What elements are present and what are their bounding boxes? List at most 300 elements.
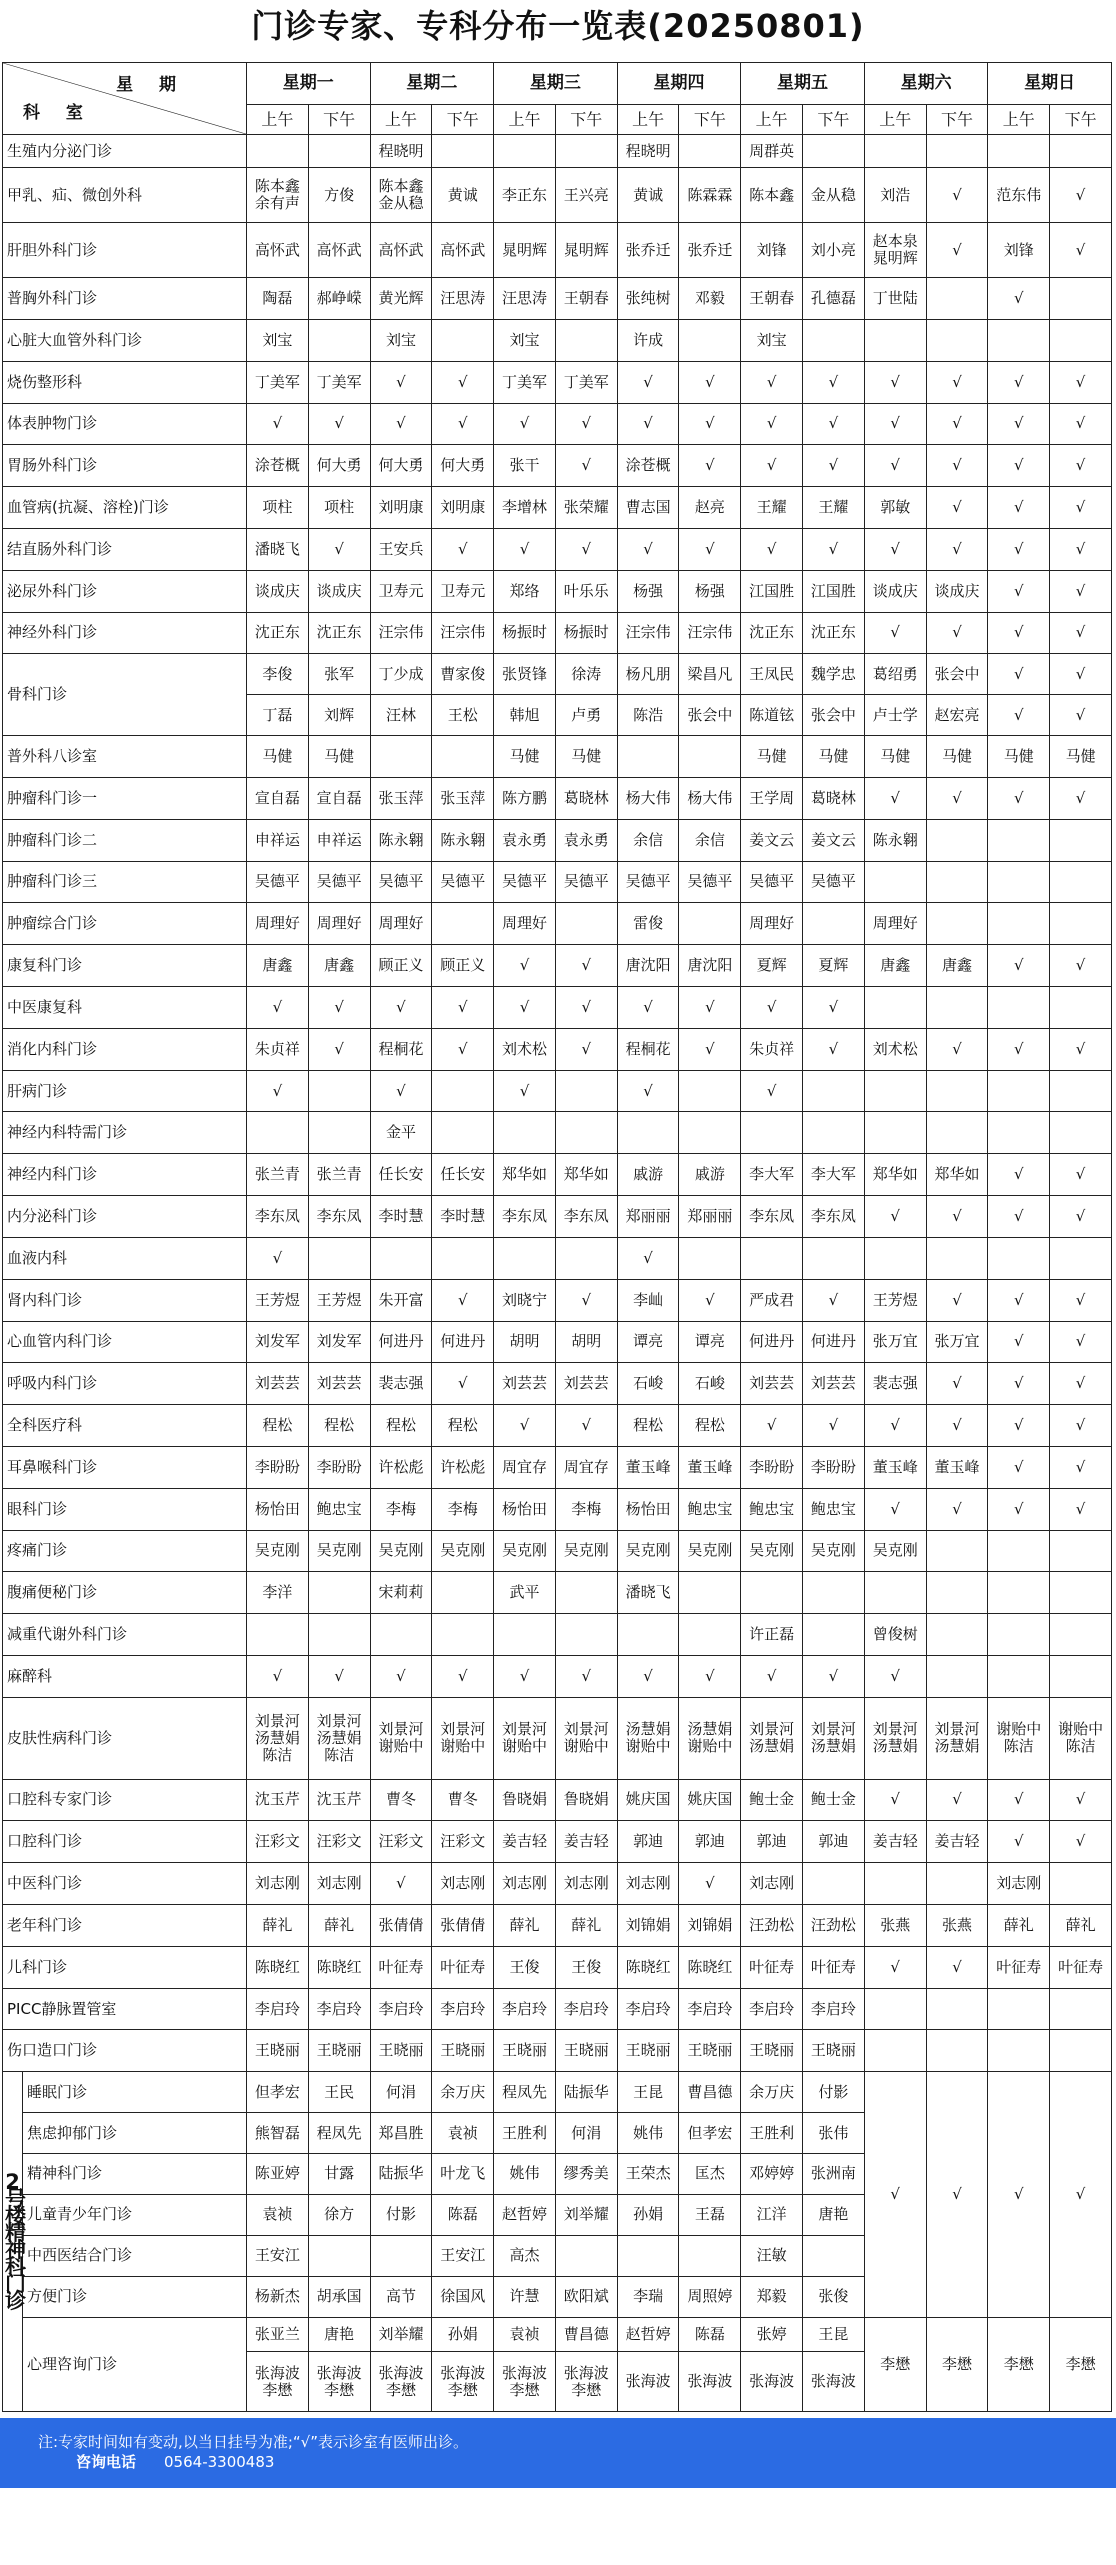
schedule-cell: 何进丹 (741, 1321, 803, 1363)
schedule-cell: √ (864, 361, 926, 403)
department-name: 神经外科门诊 (3, 612, 247, 654)
schedule-cell: √ (1050, 445, 1112, 487)
schedule-cell (1050, 1070, 1112, 1112)
schedule-cell: 唐鑫 (308, 945, 370, 987)
schedule-cell: 张会中 (803, 695, 865, 736)
schedule-cell: √ (926, 445, 988, 487)
schedule-cell (617, 736, 679, 778)
schedule-cell: √ (741, 1656, 803, 1698)
schedule-cell: 吴德平 (741, 861, 803, 903)
am-header: 上午 (617, 105, 679, 135)
schedule-cell: 沈玉芹 (308, 1779, 370, 1821)
schedule-cell: 汪林 (370, 695, 432, 736)
department-name: 伤口造口门诊 (3, 2030, 247, 2072)
department-name: 疼痛门诊 (3, 1530, 247, 1572)
schedule-cell: 汪宗伟 (617, 612, 679, 654)
schedule-cell: √ (247, 987, 309, 1029)
schedule-cell: √ (555, 1028, 617, 1070)
schedule-cell: 申祥运 (247, 819, 309, 861)
schedule-cell: √ (617, 403, 679, 445)
am-header: 上午 (247, 105, 309, 135)
schedule-cell: √ (555, 987, 617, 1029)
schedule-cell (926, 135, 988, 168)
schedule-cell: √ (308, 528, 370, 570)
schedule-cell: √ (617, 1237, 679, 1279)
schedule-cell (988, 319, 1050, 361)
schedule-cell: 任长安 (370, 1154, 432, 1196)
schedule-cell: 胡承国 (308, 2276, 370, 2317)
schedule-cell: √ (432, 1028, 494, 1070)
schedule-cell: 胡明 (555, 1321, 617, 1363)
schedule-cell: 谭亮 (617, 1321, 679, 1363)
table-row (3, 1028, 1112, 1070)
schedule-cell: √ (803, 1656, 865, 1698)
schedule-cell: 吴德平 (555, 861, 617, 903)
schedule-cell: 吴克刚 (370, 1530, 432, 1572)
schedule-cell (864, 1237, 926, 1279)
table-row (3, 570, 1112, 612)
schedule-cell (988, 1237, 1050, 1279)
schedule-cell (308, 1614, 370, 1656)
schedule-cell: 王磊 (679, 2194, 741, 2235)
schedule-cell: 何大勇 (370, 445, 432, 487)
schedule-cell: 马健 (864, 736, 926, 778)
schedule-cell: 陈晓红 (308, 1946, 370, 1988)
schedule-cell: 郝峥嵘 (308, 278, 370, 320)
schedule-cell: 程松 (247, 1405, 309, 1447)
schedule-cell: 李启玲 (741, 1988, 803, 2030)
schedule-cell: √ (988, 487, 1050, 529)
table-row (3, 2030, 1112, 2072)
side-label-char: 科 (5, 2254, 26, 2279)
schedule-cell (988, 1656, 1050, 1698)
schedule-cell (988, 819, 1050, 861)
schedule-cell: 张干 (494, 445, 556, 487)
schedule-cell (864, 1112, 926, 1154)
schedule-cell: 李懋 (988, 2317, 1050, 2411)
schedule-cell: 徐国风 (432, 2276, 494, 2317)
schedule-cell: 吴德平 (370, 861, 432, 903)
department-name: 体表肿物门诊 (3, 403, 247, 445)
table-row (3, 1863, 1112, 1905)
table-row (3, 903, 1112, 945)
schedule-cell: √ (864, 777, 926, 819)
schedule-cell: √ (864, 1488, 926, 1530)
schedule-cell: √ (432, 987, 494, 1029)
schedule-cell (679, 1237, 741, 1279)
table-corner-header (3, 63, 247, 135)
schedule-cell: 马健 (988, 736, 1050, 778)
schedule-cell: √ (741, 987, 803, 1029)
schedule-cell: 汪彩文 (432, 1821, 494, 1863)
schedule-cell (308, 135, 370, 168)
schedule-cell: √ (555, 945, 617, 987)
schedule-cell: 许成 (617, 319, 679, 361)
schedule-cell: 赵哲婷 (494, 2194, 556, 2235)
table-row (3, 1196, 1112, 1238)
schedule-cell: 丁美军 (555, 361, 617, 403)
schedule-cell (555, 319, 617, 361)
schedule-cell (370, 1237, 432, 1279)
schedule-cell: √ (864, 612, 926, 654)
schedule-cell: 梁昌凡 (679, 654, 741, 695)
schedule-cell (555, 1614, 617, 1656)
schedule-cell: 张万宜 (864, 1321, 926, 1363)
schedule-cell: 杨振时 (555, 612, 617, 654)
schedule-cell (370, 1614, 432, 1656)
schedule-cell: √ (1050, 1363, 1112, 1405)
schedule-cell: 张贤锋 (494, 654, 556, 695)
schedule-cell: 王耀 (741, 487, 803, 529)
schedule-cell: 宣自磊 (308, 777, 370, 819)
schedule-cell: 刘景河 汤慧娟 (864, 1697, 926, 1779)
schedule-cell: 夏辉 (803, 945, 865, 987)
schedule-cell (926, 903, 988, 945)
table-row (3, 2072, 1112, 2113)
table-row (3, 1363, 1112, 1405)
schedule-cell: 姚庆国 (679, 1779, 741, 1821)
table-row (3, 1905, 1112, 1947)
schedule-cell (864, 861, 926, 903)
schedule-cell: 杨大伟 (617, 777, 679, 819)
schedule-cell: 王芳煜 (308, 1279, 370, 1321)
schedule-cell: 吴克刚 (741, 1530, 803, 1572)
schedule-cell: 赵亮 (679, 487, 741, 529)
schedule-cell: 陈晓红 (617, 1946, 679, 1988)
schedule-cell: 张俊 (803, 2276, 865, 2317)
schedule-cell: 刘景河 汤慧娟 陈洁 (247, 1697, 309, 1779)
department-name: 减重代谢外科门诊 (3, 1614, 247, 1656)
schedule-cell: 薛礼 (494, 1905, 556, 1947)
schedule-cell (494, 1112, 556, 1154)
schedule-cell: 王晓丽 (617, 2030, 679, 2072)
schedule-cell: √ (1050, 654, 1112, 695)
schedule-cell: 李盼盼 (308, 1446, 370, 1488)
schedule-cell: 范东伟 (988, 168, 1050, 223)
schedule-cell: 卫寿元 (370, 570, 432, 612)
schedule-cell: √ (1050, 1488, 1112, 1530)
schedule-cell: √ (988, 654, 1050, 695)
schedule-cell: 郑毅 (741, 2276, 803, 2317)
schedule-cell: 张海波 李懋 (494, 2352, 556, 2412)
pm-header: 下午 (1050, 105, 1112, 135)
schedule-cell: 马健 (741, 736, 803, 778)
schedule-cell (926, 1988, 988, 2030)
side-label-char: 诊 (5, 2288, 26, 2313)
schedule-cell: 沈玉芹 (247, 1779, 309, 1821)
schedule-cell (494, 1237, 556, 1279)
schedule-cell: 李启玲 (803, 1988, 865, 2030)
schedule-cell: 谢贻中 陈洁 (1050, 1697, 1112, 1779)
schedule-cell: 张倩倩 (432, 1905, 494, 1947)
day-header: 星期四 (617, 63, 741, 105)
schedule-cell: √ (432, 361, 494, 403)
department-name: 泌尿外科门诊 (3, 570, 247, 612)
schedule-cell: √ (555, 445, 617, 487)
schedule-cell: 郭迪 (803, 1821, 865, 1863)
schedule-cell: √ (864, 1779, 926, 1821)
schedule-cell: 刘志刚 (308, 1863, 370, 1905)
schedule-cell: 刘锦娟 (617, 1905, 679, 1947)
schedule-cell: 叶乐乐 (555, 570, 617, 612)
schedule-cell: 王晓丽 (679, 2030, 741, 2072)
schedule-cell: √ (926, 1279, 988, 1321)
schedule-cell: 曹昌德 (555, 2317, 617, 2352)
schedule-cell (864, 1572, 926, 1614)
schedule-cell: 刘晓宁 (494, 1279, 556, 1321)
schedule-cell: 胡明 (494, 1321, 556, 1363)
schedule-cell: 鲁晓娟 (494, 1779, 556, 1821)
schedule-cell: 丁美军 (494, 361, 556, 403)
schedule-cell: 王松 (432, 695, 494, 736)
schedule-cell: 朱贞祥 (741, 1028, 803, 1070)
schedule-cell (803, 1614, 865, 1656)
schedule-cell: 周理好 (494, 903, 556, 945)
schedule-cell (1050, 903, 1112, 945)
schedule-cell: 杨凡朋 (617, 654, 679, 695)
schedule-cell: √ (679, 445, 741, 487)
schedule-cell: 汪宗伟 (370, 612, 432, 654)
schedule-cell: √ (988, 777, 1050, 819)
schedule-cell: 张亚兰 (247, 2317, 309, 2352)
schedule-cell: 谈成庆 (926, 570, 988, 612)
table-row (3, 1656, 1112, 1698)
schedule-cell (926, 1070, 988, 1112)
schedule-cell: 鲍士金 (741, 1779, 803, 1821)
schedule-cell: 李启玲 (370, 1988, 432, 2030)
schedule-cell: 叶征寿 (803, 1946, 865, 1988)
schedule-cell: √ (555, 528, 617, 570)
schedule-cell: √ (370, 403, 432, 445)
schedule-cell: 叶征寿 (988, 1946, 1050, 1988)
schedule-cell (988, 1530, 1050, 1572)
schedule-cell: √ (308, 403, 370, 445)
schedule-cell: √ (370, 1656, 432, 1698)
schedule-cell: √ (617, 987, 679, 1029)
schedule-cell: √ (926, 403, 988, 445)
schedule-cell (803, 1863, 865, 1905)
day-header: 星期二 (370, 63, 494, 105)
week-label: 星 期 (116, 75, 186, 95)
table-row (3, 777, 1112, 819)
schedule-cell: √ (308, 1028, 370, 1070)
schedule-cell (494, 135, 556, 168)
schedule-cell: 刘志刚 (247, 1863, 309, 1905)
department-name: 全科医疗科 (3, 1405, 247, 1447)
am-header: 上午 (370, 105, 432, 135)
am-header: 上午 (741, 105, 803, 135)
schedule-cell: 汪劲松 (803, 1905, 865, 1947)
side-label-char: 楼 (5, 2203, 26, 2228)
schedule-cell (555, 1572, 617, 1614)
schedule-cell: √ (617, 1656, 679, 1698)
table-row (3, 1488, 1112, 1530)
schedule-cell: 叶征寿 (370, 1946, 432, 1988)
schedule-cell: 但孝宏 (247, 2072, 309, 2113)
schedule-cell: √ (988, 361, 1050, 403)
table-row (3, 278, 1112, 320)
schedule-cell: 王俊 (494, 1946, 556, 1988)
schedule-cell: 刘景河 谢贻中 (494, 1697, 556, 1779)
schedule-cell (1050, 861, 1112, 903)
schedule-cell: 程松 (308, 1405, 370, 1447)
schedule-cell: √ (1050, 1779, 1112, 1821)
schedule-cell (1050, 1572, 1112, 1614)
schedule-cell: √ (555, 1405, 617, 1447)
schedule-cell: 杨怡田 (617, 1488, 679, 1530)
schedule-cell: √ (926, 223, 988, 278)
schedule-cell: √ (988, 695, 1050, 736)
schedule-cell: 涂苍概 (247, 445, 309, 487)
schedule-cell: √ (679, 528, 741, 570)
schedule-cell: 董玉峰 (864, 1446, 926, 1488)
schedule-cell: 黄诚 (617, 168, 679, 223)
schedule-cell: 程晓明 (617, 135, 679, 168)
schedule-cell: 刘锦娟 (679, 1905, 741, 1947)
schedule-cell: 陈方鹏 (494, 777, 556, 819)
schedule-cell: 张燕 (926, 1905, 988, 1947)
schedule-cell: 袁永勇 (555, 819, 617, 861)
schedule-cell (555, 1237, 617, 1279)
schedule-cell: 吴德平 (432, 861, 494, 903)
schedule-cell: 袁永勇 (494, 819, 556, 861)
schedule-cell: √ (555, 1279, 617, 1321)
department-name: 生殖内分泌门诊 (3, 135, 247, 168)
table-row (3, 361, 1112, 403)
schedule-cell: 薛礼 (247, 1905, 309, 1947)
schedule-cell: 吴德平 (308, 861, 370, 903)
schedule-cell: 张海波 李懋 (308, 2352, 370, 2412)
department-name: 神经内科门诊 (3, 1154, 247, 1196)
schedule-cell: 刘芸芸 (494, 1363, 556, 1405)
table-row (3, 1821, 1112, 1863)
schedule-cell (617, 1614, 679, 1656)
schedule-cell: √ (926, 1363, 988, 1405)
schedule-cell: 李启玲 (494, 1988, 556, 2030)
schedule-cell: 程凤先 (494, 2072, 556, 2113)
schedule-cell: 项柱 (247, 487, 309, 529)
schedule-cell: 沈正东 (741, 612, 803, 654)
schedule-cell: √ (864, 1405, 926, 1447)
building-2-psychiatry-label (3, 2072, 26, 2412)
schedule-cell: 吴德平 (803, 861, 865, 903)
schedule-cell (432, 1112, 494, 1154)
department-name: 眼科门诊 (3, 1488, 247, 1530)
schedule-cell: 张纯树 (617, 278, 679, 320)
schedule-cell: 刘志刚 (741, 1863, 803, 1905)
schedule-cell: 裴志强 (864, 1363, 926, 1405)
side-label-char: 号 (5, 2186, 26, 2211)
schedule-cell: 董玉峰 (926, 1446, 988, 1488)
schedule-cell (926, 1112, 988, 1154)
schedule-cell: 何进丹 (370, 1321, 432, 1363)
schedule-cell: √ (741, 445, 803, 487)
table-row (3, 1988, 1112, 2030)
schedule-cell: 郑华如 (864, 1154, 926, 1196)
schedule-cell: 郑华如 (555, 1154, 617, 1196)
schedule-cell: 姜吉轻 (555, 1821, 617, 1863)
schedule-cell: 涂苍概 (617, 445, 679, 487)
schedule-cell: 唐鑫 (926, 945, 988, 987)
schedule-cell: 熊智磊 (247, 2113, 309, 2154)
schedule-cell: √ (803, 1028, 865, 1070)
schedule-cell: 陈磊 (679, 2317, 741, 2352)
schedule-cell: 陈本鑫 余有声 (247, 168, 309, 223)
schedule-cell: √ (926, 1946, 988, 1988)
schedule-cell: 许慧 (494, 2276, 556, 2317)
schedule-cell: 赵哲婷 (617, 2317, 679, 2352)
department-name: PICC静脉置管室 (3, 1988, 247, 2030)
schedule-cell: √ (370, 361, 432, 403)
schedule-cell: 陈磊 (432, 2194, 494, 2235)
side-label-char: 门 (5, 2271, 26, 2296)
table-row (3, 2317, 1112, 2352)
schedule-cell: 周理好 (864, 903, 926, 945)
schedule-cell: 杨大伟 (679, 777, 741, 819)
schedule-cell: 李启玲 (308, 1988, 370, 2030)
schedule-cell: √ (370, 1863, 432, 1905)
schedule-cell: 刘宝 (494, 319, 556, 361)
schedule-cell: 唐艳 (803, 2194, 865, 2235)
schedule-cell: 刘芸芸 (803, 1363, 865, 1405)
schedule-cell: 张乔迁 (617, 223, 679, 278)
schedule-cell: 程凤先 (308, 2113, 370, 2154)
schedule-cell: 李东凤 (494, 1196, 556, 1238)
schedule-cell: 汪思涛 (494, 278, 556, 320)
schedule-cell: √ (555, 1656, 617, 1698)
schedule-cell: 魏学忠 (803, 654, 865, 695)
schedule-cell: √ (803, 403, 865, 445)
schedule-cell: 周理好 (370, 903, 432, 945)
schedule-cell: √ (988, 528, 1050, 570)
schedule-cell (926, 1863, 988, 1905)
schedule-cell: 刘景河 汤慧娟 陈洁 (308, 1697, 370, 1779)
schedule-cell: 赵宏亮 (926, 695, 988, 736)
schedule-cell (247, 135, 309, 168)
schedule-cell: 吴德平 (247, 861, 309, 903)
schedule-cell (741, 1572, 803, 1614)
schedule-cell: 邓毅 (679, 278, 741, 320)
schedule-cell: 严成君 (741, 1279, 803, 1321)
schedule-cell (988, 1070, 1050, 1112)
schedule-cell: 陈晓红 (679, 1946, 741, 1988)
schedule-cell: √ (370, 1070, 432, 1112)
schedule-cell: 王芳煜 (864, 1279, 926, 1321)
schedule-cell: 余万庆 (432, 2072, 494, 2113)
schedule-cell (988, 1572, 1050, 1614)
schedule-cell: 李东凤 (247, 1196, 309, 1238)
schedule-cell: 刘景河 汤慧娟 (803, 1697, 865, 1779)
department-name: 儿科门诊 (3, 1946, 247, 1988)
schedule-cell (679, 903, 741, 945)
schedule-cell: √ (988, 1321, 1050, 1363)
table-row (3, 861, 1112, 903)
schedule-cell: √ (679, 1279, 741, 1321)
schedule-cell: √ (1050, 695, 1112, 736)
schedule-cell: 顾正义 (432, 945, 494, 987)
schedule-cell: 戚游 (617, 1154, 679, 1196)
schedule-cell: √ (1050, 1196, 1112, 1238)
schedule-cell: 江国胜 (741, 570, 803, 612)
schedule-cell: 王晓丽 (494, 2030, 556, 2072)
am-header: 上午 (494, 105, 556, 135)
schedule-cell: √ (1050, 777, 1112, 819)
schedule-cell: 李盼盼 (803, 1446, 865, 1488)
schedule-cell: 周群英 (741, 135, 803, 168)
schedule-cell (926, 1572, 988, 1614)
schedule-cell: √ (247, 1656, 309, 1698)
schedule-cell: 申祥运 (308, 819, 370, 861)
